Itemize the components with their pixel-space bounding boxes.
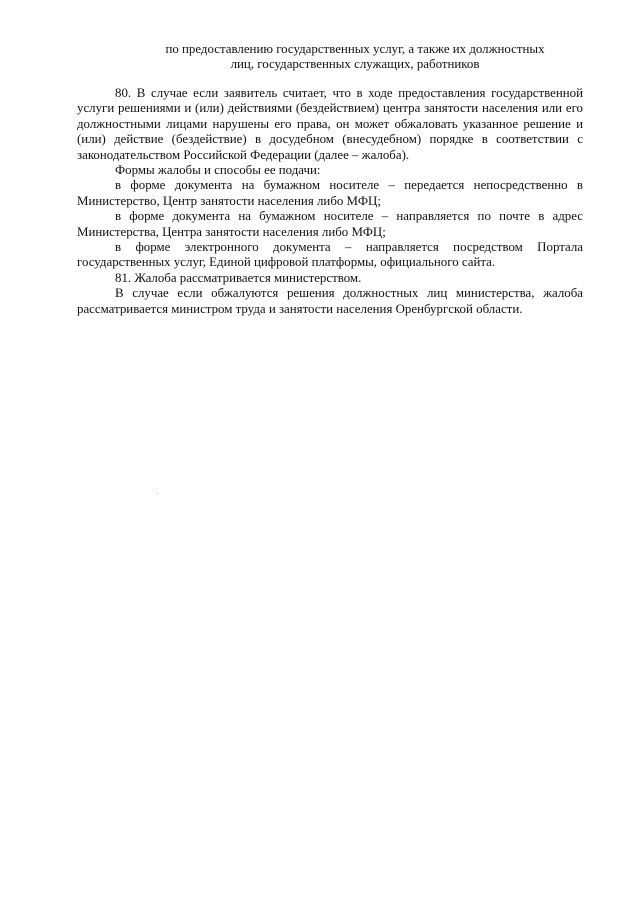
section-heading-line-1: по предоставлению государственных услуг, а также их должностных: [165, 42, 545, 56]
section-heading: [120, 42, 590, 73]
paragraph-81: 81. Жалоба рассматривается министерством.: [115, 270, 362, 285]
paragraph-minister-review: В случае если обжалуются решения должностных лиц министерства, жалоба рассматривается министром труда и занятости населения Оренбургской области.: [77, 286, 583, 316]
list-item-paper-direct: в форме документа на бумажном носителе – передается непосредственно в Министерство, Центр занятости населения либо МФЦ;: [77, 178, 583, 208]
paragraph-complaint-forms: Формы жалобы и способы ее подачи:: [115, 163, 321, 178]
list-item-paper-mail: в форме документа на бумажном носителе – направляется по почте в адрес Министерства, Центра занятости населения либо МФЦ;: [77, 209, 583, 239]
scan-speck: [157, 493, 158, 494]
section-heading-line-2: лиц, государственных служащих, работников: [230, 57, 480, 72]
document-body: [77, 86, 583, 317]
list-item-electronic: в форме электронного документа – направляется посредством Портала государственных услуг, Единой цифровой платформы, официального сайта.: [77, 240, 583, 270]
paragraph-80: 80. В случае если заявитель считает, что в ходе предоставления государственной услуги решениями и (или) действиями (бездействием) центра занятости населения или его должностными лицами нарушены его права, он может обжаловать указанное решение и (или) действие (бездействие) в досудебном (внесудебном) порядке в соответствии с законодательством Российской Федерации (далее – жалоба).: [77, 86, 583, 162]
